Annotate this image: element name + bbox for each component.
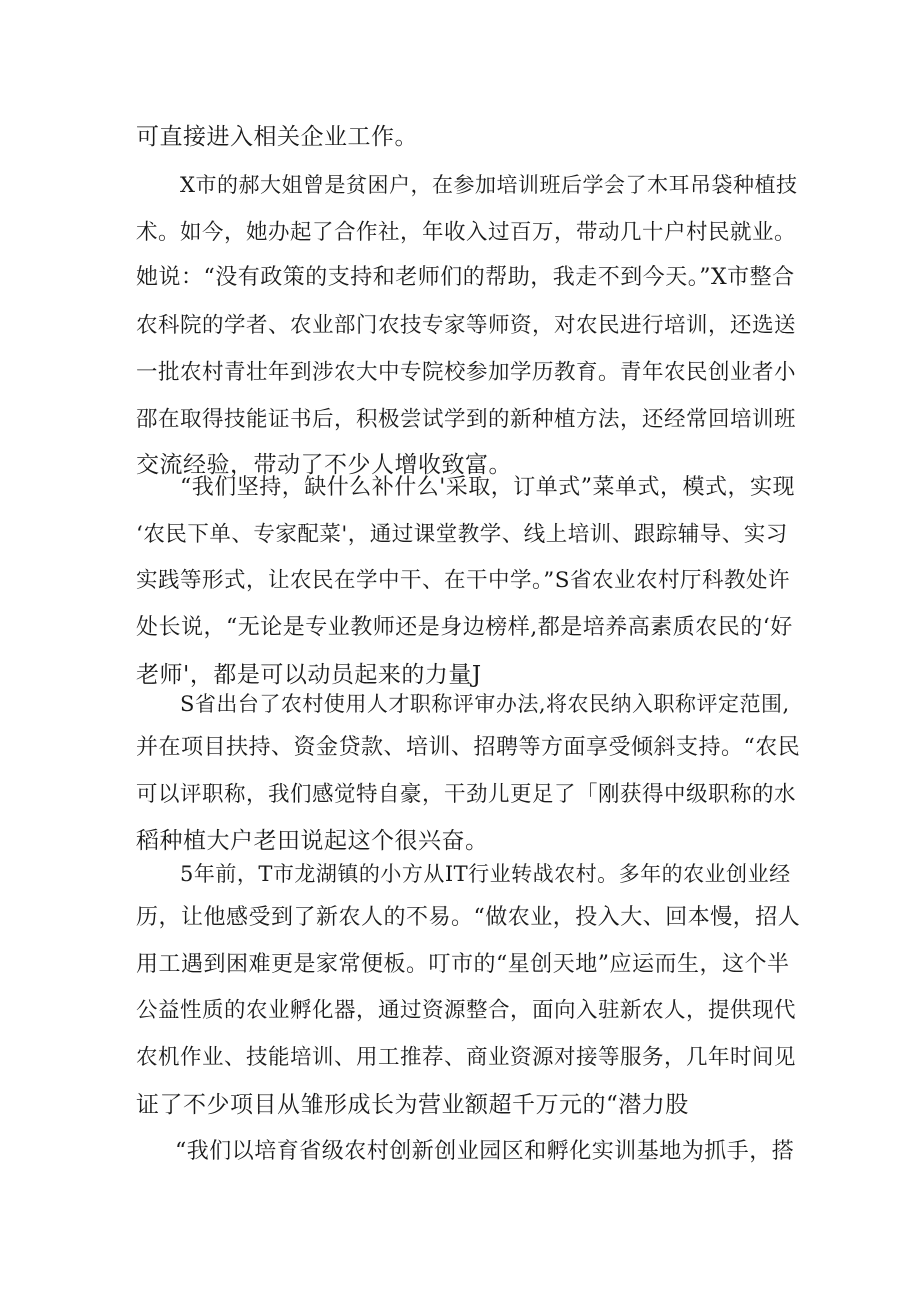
text-line: 老师'，都是可以动员起来的力量J <box>136 662 482 688</box>
text-line: “我们坚持，缺什么补什么'采取，订单式”菜单式，模式，实现 <box>180 475 796 500</box>
text-line: 历，让他感受到了新农人的不易。“做农业，投入大、回本慢，招人 <box>136 905 801 930</box>
text-line: X市的郝大姐曾是贫困户，在参加培训班后学会了木耳吊袋种植技 <box>180 173 798 197</box>
text-line: “我们以培育省级农村创新创业园区和孵化实训基地为抓手，搭 <box>175 1139 795 1164</box>
text-line: 邵在取得技能证书后，积极尝试学到的新种植方法，还经常回培训班 <box>136 407 797 432</box>
text-line: 5年前，T市龙湖镇的小方从IT行业转战农村。多年的农业创业经 <box>180 862 791 886</box>
text-line: 术。如今，她办起了合作社，年收入过百万，带动几十户村民就业。 <box>136 220 797 245</box>
text-line: 可以评职称，我们感觉特自豪，干劲儿更足了「刚获得中级职称的水 <box>136 782 797 807</box>
text-line: 用工遇到困难更是家常便板。叮市的“星创天地”应运而生，这个半 <box>136 952 790 977</box>
text-line: 可直接进入相关企业工作。 <box>136 124 418 150</box>
text-line: 公益性质的农业孵化器，通过资源整合，面向入驻新农人，提供现代 <box>136 998 797 1023</box>
text-line: 处长说，“无论是专业教师还是身边榜样,都是培养高素质农民的‘好 <box>136 615 793 640</box>
text-line: 农机作业、技能培训、用工推荐、商业资源对接等服务，几年时间见 <box>136 1045 797 1070</box>
text-line: 一批农村青壮年到涉农大中专院校参加学历教育。青年农民创业者小 <box>136 360 797 385</box>
text-line: 她说：“没有政策的支持和老师们的帮助，我走不到今天。”X市整合 <box>136 265 795 290</box>
text-line: 证了不少项目从雏形成长为营业额超千万元的“潜力股 <box>136 1092 689 1118</box>
text-line: 并在项目扶持、资金贷款、培训、招聘等方面享受倾斜支持。“农民 <box>136 735 801 760</box>
text-line: 交流经验，带动了不少人增收致富。 <box>136 452 512 478</box>
text-line: 稻种植大户老田说起这个很兴奋。 <box>136 828 489 854</box>
text-line: 实践等形式，让农民在学中干、在干中学。”S省农业农村厅科教处许 <box>136 568 790 593</box>
text-line: ‘农民下单、专家配菜'，通过课堂教学、线上培训、跟踪辅导、实习 <box>136 522 788 547</box>
text-line: 农科院的学者、农业部门农技专家等师资，对农民进行培训，还选送 <box>136 313 797 338</box>
text-line: S省出台了农村使用人才职称评审办法,将农民纳入职称评定范围, <box>180 692 790 716</box>
